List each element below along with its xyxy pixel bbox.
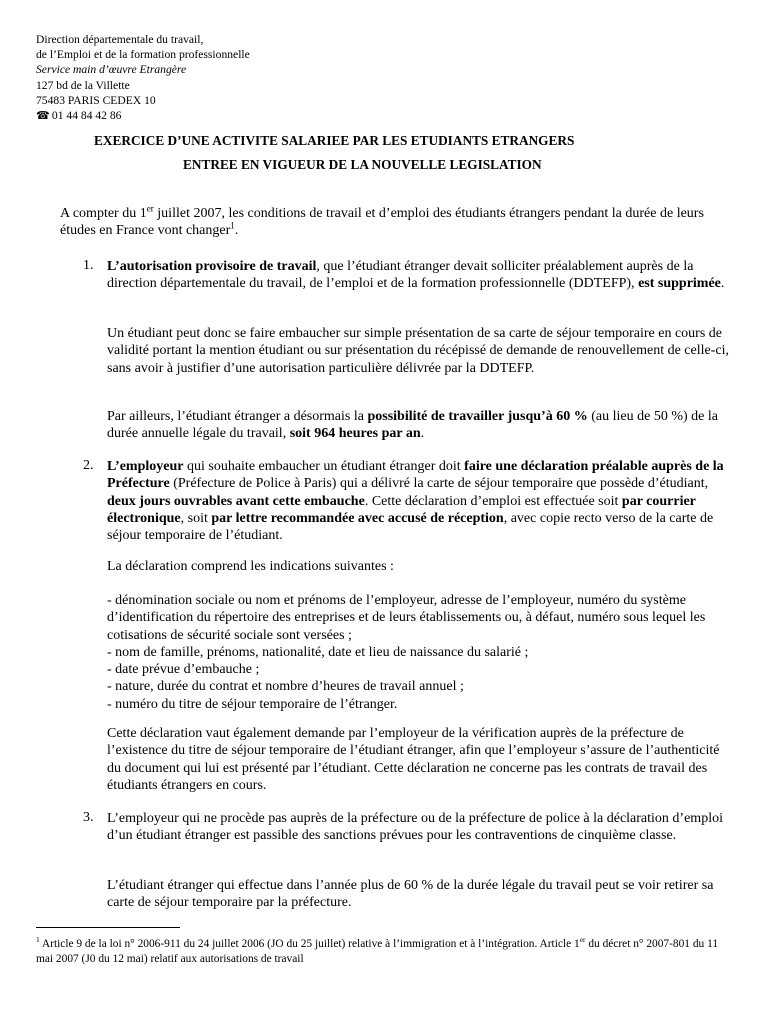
header-phone: 01 44 84 42 86 bbox=[51, 109, 122, 123]
item2-indications-list bbox=[107, 592, 729, 713]
document-title: EXERCICE D’UNE ACTIVITE SALARIEE PAR LES ETUDIANTS ETRANGERS bbox=[94, 133, 575, 148]
footnote-separator bbox=[36, 927, 180, 928]
list-item: - numéro du titre de séjour temporaire de l’étranger. bbox=[107, 696, 398, 712]
header-city: 75483 PARIS CEDEX 10 bbox=[36, 93, 156, 107]
list-number: 2. bbox=[83, 458, 94, 473]
list-item: - nom de famille, prénoms, nationalité, date et lieu de naissance du salarié ; bbox=[107, 644, 529, 660]
item1-paragraph-3: Par ailleurs, l’étudiant étranger a désormais la possibilité de travailler jusqu’à 60 % (au lieu de 50 %) de la durée annuelle légale du travail, soit 964 heures par an. bbox=[107, 409, 718, 442]
list-item: - date prévue d’embauche ; bbox=[107, 662, 260, 678]
footnote-reference: 1 bbox=[230, 220, 235, 231]
list-item: - nature, durée du contrat et nombre d’heures de travail annuel ; bbox=[107, 679, 464, 695]
list-number: 3. bbox=[83, 810, 94, 825]
item1-paragraph-2: Un étudiant peut donc se faire embaucher sur simple présentation de sa carte de séjour temporaire en cours de validité portant la mention étudiant ou sur présentation du récépissé de demande de renouvellement de celle-ci, sans avoir à justifier d’une autorisation particulière délivrée par la DDTEFP. bbox=[107, 326, 729, 376]
header-phone-line bbox=[36, 108, 250, 124]
header-service: Service main d’œuvre Etrangère bbox=[36, 63, 187, 77]
document-subtitle: ENTREE EN VIGUEUR DE LA NOUVELLE LEGISLATION bbox=[183, 157, 542, 172]
item2-paragraph-3: Cette déclaration vaut également demande par l’employeur de la vérification auprès de la préfecture de l’existence du titre de séjour temporaire de l’étudiant étranger, afin que l’employeur s’assure de l’authenticité du document qui lui est présenté par l’étudiant. Cette déclaration ne concerne pas les contrats de travail des étudiants étrangers en cours. bbox=[107, 726, 720, 793]
header-street: 127 bd de la Villette bbox=[36, 78, 130, 92]
header-line: Direction départementale du travail, bbox=[36, 33, 204, 46]
item2-paragraph-2: La déclaration comprend les indications suivantes : bbox=[107, 559, 394, 574]
item1-paragraph-1: L’autorisation provisoire de travail, que l’étudiant étranger devait solliciter préalablement auprès de la direction départementale du travail, de l’emploi et de la formation professionnelle (DDTEFP), est supprimée. bbox=[107, 259, 725, 292]
item3-paragraph-1: L’employeur qui ne procède pas auprès de la préfecture ou de la préfecture de police à la déclaration d’emploi d’un étudiant étranger est passible des sanctions prévues pour les contraventions de cinquième classe. bbox=[107, 811, 723, 844]
sender-address-block bbox=[36, 32, 250, 124]
item3-paragraph-2: L’étudiant étranger qui effectue dans l’année plus de 60 % de la durée légale du travail peut se voir retirer sa carte de séjour temporaire par la préfecture. bbox=[107, 878, 714, 911]
list-item: - dénomination sociale ou nom et prénoms de l’employeur, adresse de l’employeur, numéro du système d’identification du répertoire des entreprises et de leurs établissements ou, à défaut, numéro sous lequel les cotisations de sécurité sociale sont versées ; bbox=[107, 593, 706, 643]
telephone-icon: ☎ bbox=[36, 110, 50, 123]
list-number: 1. bbox=[83, 258, 94, 273]
item2-paragraph-1: L’employeur qui souhaite embaucher un étudiant étranger doit faire une déclaration préalable auprès de la Préfecture (Préfecture de Police à Paris) qui a délivré la carte de séjour temporaire que possède d’étudiant, deux jours ouvrables avant cette embauche. Cette déclaration d’emploi est effectuée soit par courrier électronique, soit par lettre recommandée avec accusé de réception, avec copie recto verso de la carte de séjour temporaire de l’étudiant. bbox=[107, 459, 724, 544]
footnote: $^1$ Article 9 de la loi n° 2006-911 du 24 juillet 2006 (JO du 25 juillet) relative à l’immigration et à l’intégration. Article 1er du décret n° 2007-801 du 11 mai 2007 (J0 du 12 mai) relatif aux autorisations de travail bbox=[36, 935, 719, 965]
intro-paragraph: A compter du 1er juillet 2007, les conditions de travail et d’emploi des étudiants étrangers pendant la durée de leurs études en France vont changer$^1$. bbox=[60, 203, 704, 239]
header-line: de l’Emploi et de la formation professionnelle bbox=[36, 48, 250, 62]
